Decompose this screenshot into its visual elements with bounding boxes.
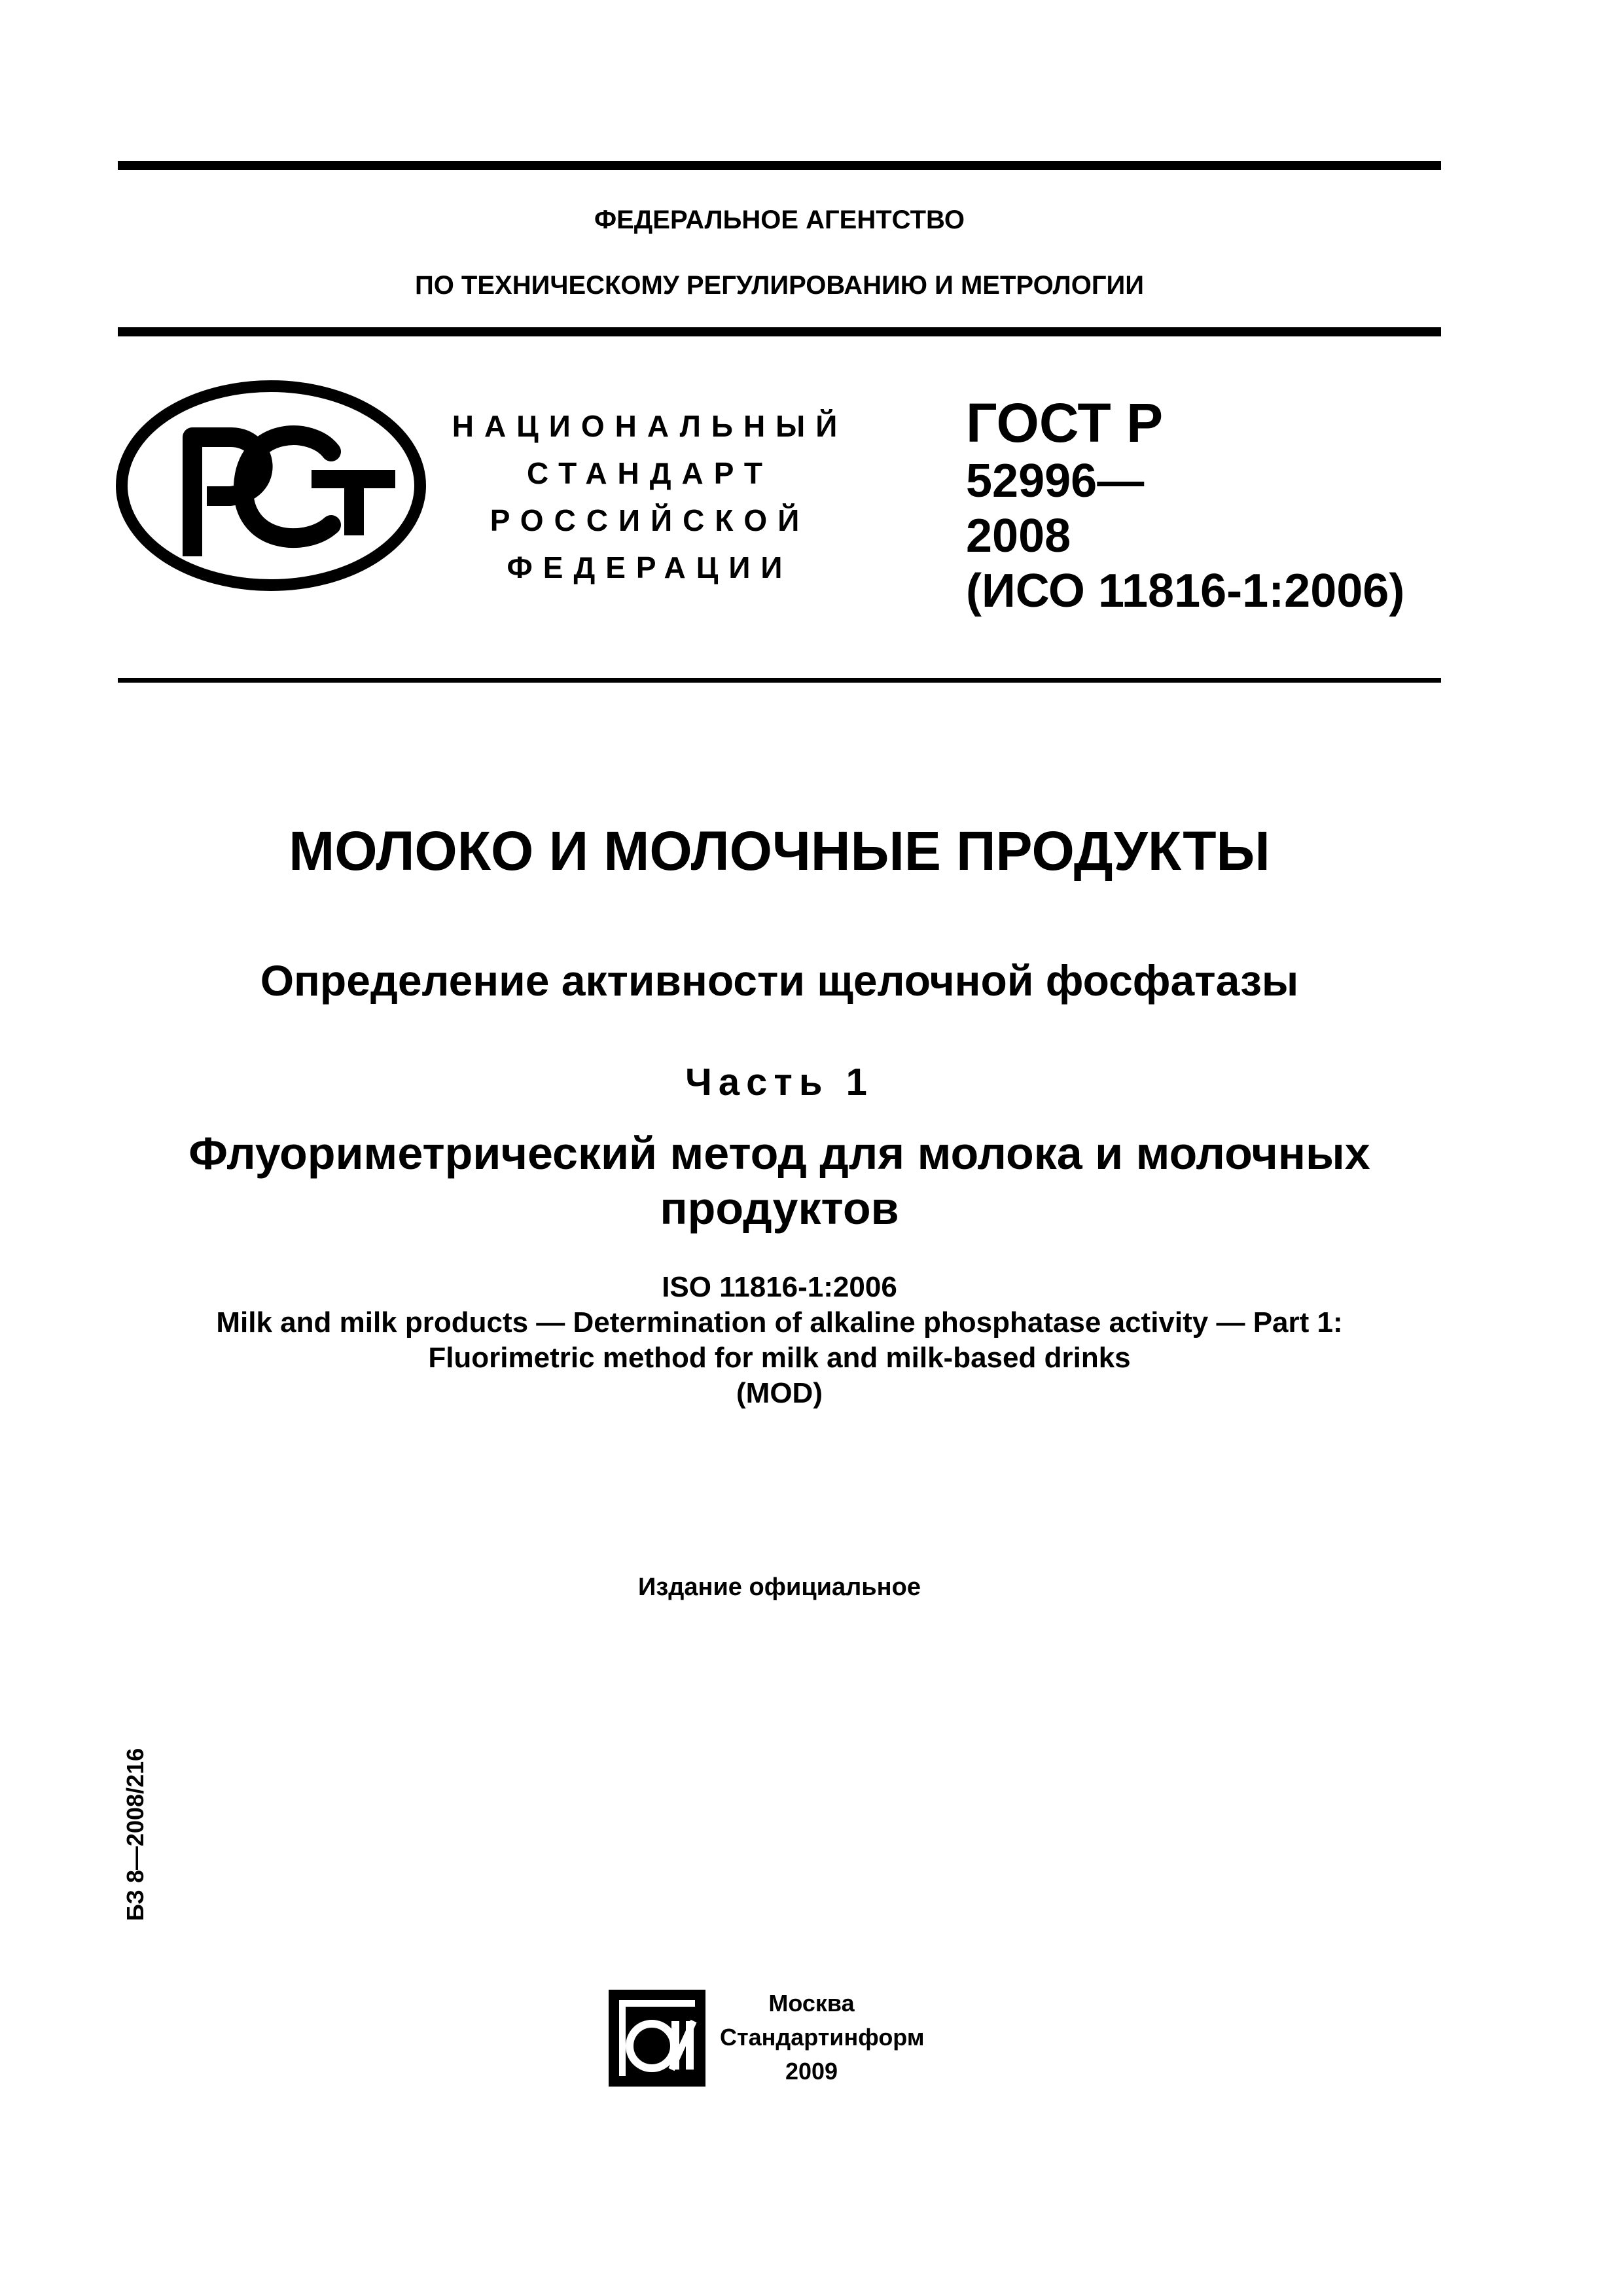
national-standard-line-4: ФЕДЕРАЦИИ [507, 550, 793, 584]
gost-year: 2008 [966, 510, 1071, 562]
rst-logo-icon [115, 380, 427, 592]
header-rule [118, 327, 1441, 336]
iso-title-line-2: Fluorimetric method for milk and milk-based drinks [428, 1342, 1131, 1374]
standartinform-logo-icon [606, 1987, 708, 2089]
agency-line-2: ПО ТЕХНИЧЕСКОМУ РЕГУЛИРОВАНИЮ И МЕТРОЛОГИИ [414, 271, 1145, 300]
publisher-year: 2009 [785, 2058, 838, 2085]
part-title [118, 1126, 1441, 1236]
designation-rule [118, 678, 1441, 683]
document-title: МОЛОКО И МОЛОЧНЫЕ ПРОДУКТЫ [289, 820, 1270, 882]
national-standard-line-3: РОССИЙСКОЙ [490, 503, 810, 537]
iso-reference: (ИСО 11816-1:2006) [966, 565, 1405, 617]
edition-label: Издание официальное [638, 1573, 921, 1601]
agency-line-1: ФЕДЕРАЛЬНОЕ АГЕНТСТВО [594, 206, 965, 234]
iso-number: ISO 11816-1:2006 [662, 1271, 897, 1303]
publisher-city: Москва [768, 1990, 855, 2017]
part-title-line-1: Флуориметрический метод для молока и молочных [188, 1128, 1370, 1179]
gost-number: 52996— [966, 455, 1145, 507]
national-standard-line-1: НАЦИОНАЛЬНЫЙ [452, 409, 848, 443]
national-standard-line-2: СТАНДАРТ [527, 456, 773, 490]
gost-designation: ГОСТ Р [966, 392, 1164, 454]
document-subtitle: Определение активности щелочной фосфатазы [260, 956, 1299, 1005]
side-code: БЗ 8—2008/216 [122, 1748, 149, 1921]
part-number: Часть 1 [685, 1061, 874, 1103]
part-title-line-2: продуктов [660, 1183, 899, 1234]
top-rule [118, 161, 1441, 170]
iso-modification: (MOD) [736, 1377, 823, 1409]
publisher-name: Стандартинформ [720, 2024, 925, 2051]
iso-title-line-1: Milk and milk products — Determination of alkaline phosphatase activity — Part 1: [216, 1306, 1343, 1338]
